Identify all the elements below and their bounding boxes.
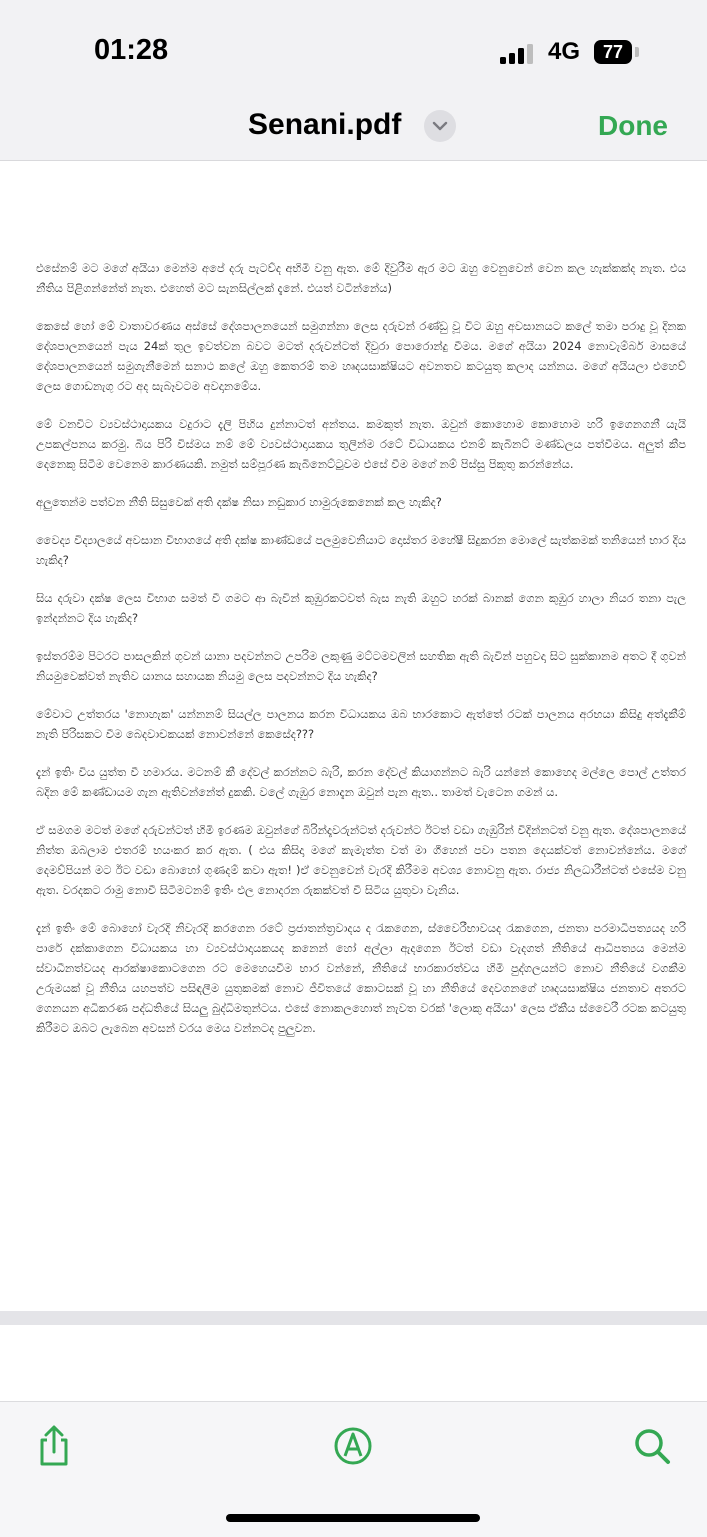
- markup-pen-icon: [333, 1424, 373, 1468]
- pdf-next-page[interactable]: [0, 1325, 707, 1401]
- paragraph: දැන් ඉතිං මේ බොහෝ වැරදි නිවැරදි කරගෙන රටේ ප්‍රජාතන්ත්‍රවාදය ද රැකගෙන, ස්වෛරීභාවයද රැකගෙන, ජනතා පරමාධිපත්‍යයද හරි පාරේ දක්කාගෙන විධායකය හා ව්‍යවස්ථාදායකයද කනෙන් හෝ අල්ලා ඇදගෙන ඊටත් වඩා වැදගත් නීතියේ ආධිපත්‍යය මෙන්ම ස්වාධීනත්වයද ආරක්ෂාකොටගෙන රට මෙහෙයවීම භාර වන්නේ, නීතියේ භාරකාරත්වය හිමි පුද්ගලයන්ට නොව නීතියේ වගකීම උරුමයක් වූ නීතිය යහපත්ව පසිඳලීම යුතුකමක් නොව ජීවිතයේ කොටසක් වූ හා නීතියේ දෙවගනගේ හෘදයසාක්ෂිය ජනතාව අතරට ගෙනයන අධිකරණ පද්ධතියේ සියලු බුද්ධිමතුන්ටය. එසේ නොකලහොත් නැවත වරක් 'ලොකු අයියා' ලෙස ඒකීය ස්වෛරී රටක කටයුතු කිරීමට ඔබට ලැබෙන අවසන් වරය මෙය වන්නටද පුලුවන.: [36, 921, 686, 1035]
- search-icon: [632, 1424, 672, 1468]
- share-button[interactable]: [34, 1424, 74, 1468]
- paragraph: ඒ සමගම මටත් මගේ දරුවන්ටත් හිමි ඉරණම ඔවුන්ගේ බිරින්දෑවරුන්ටත් දරුවන්ට ඊටත් වඩා ගැඹුරින් විදින්නටත් වනු ඇත. දේශපාලනයේ නිත්ත ඔබලාම එතරම් භයංකර කර ඇත. ( එය කිසිදා මගේ කැමැත්ත වත් මා ගීහෙන් පවා පතන දෙයක්වත් නොවන්නේය. මගේ දෙමව්පියන් මට ඊට වඩා බොහෝ ගුණදම් කවා ඇත! )ඒ වෙනුවෙන් වැරදි කිරීමම අවශ්‍ය නොවනු ඇත. රාජ්‍ය නිලධාරීන්ටත් එසේම වනු ඇත. වරදකට රාමු නොවී සිටීමටනම් ඉතිං එල නොදරන රුකක්වත් වී සිටිය යුතුවා වැනිය.: [36, 823, 686, 897]
- paragraph: දැන් ඉතිං විය යුත්ත වී හමාරය. මටනම් කී දේවල් කරන්නට බැරි, කරන දේවල් කියාගන්නට බැරි යන්නේ කොහෙද මල්ලෙ පොල් උත්තර බදින මේ කණ්ඩායම ගැන ඇතිවන්නේත් දුකකි. වලේ ගැඹුර නොදැන ඔවුන් පැන ඇත.. තාමත් වැටෙන ගමන් ය.: [36, 765, 686, 799]
- network-type: 4G: [548, 38, 581, 65]
- page-separator: [0, 1311, 707, 1325]
- chevron-down-icon[interactable]: [424, 110, 456, 142]
- cellular-signal-icon: [500, 42, 538, 64]
- status-time: 01:28: [94, 34, 169, 66]
- paragraph: වෛද්‍ය විද්‍යාලයේ අවසාන විභාගයේ අති දක්ෂ කාණ්ඩයේ පලමුවෙනියාට දොස්තර මහේෂී සිදුකරන මොලේ සැත්කමක් තනියෙන් භාර දිය හැකිද?: [36, 533, 686, 567]
- paragraph: මේ වනවිට ව්‍යවස්ථාදායකය වදුරාට දැලි පිහිය දුන්නාටත් අන්තය. කමකුත් නැත. ඔවුන් කොහොම කොහොම හරි ඉගෙනගනී යැයි උපකල්පනය කරමු. බිය පිරි විස්මය නම් මේ ව්‍යවස්ථාදායකය තුලින්ම රටේ විධායකය එනම් කැබිනට් මණ්ඩලය පත්වීමය. අලුත් කීප දෙනෙකු සිටීම වෙනෙම කාරණයකි. නමුත් සම්පූරණ කැබිනෙට්ටුවම එසේ වීම මගේ නම් පිස්සු පිකුතු කරන්නේය.: [36, 417, 686, 471]
- done-button[interactable]: Done: [598, 110, 668, 141]
- battery-tip: [635, 47, 639, 57]
- status-bar: [0, 0, 707, 100]
- paragraph: මේවාට උත්තරය 'නොහැක' යන්නනම් සියල්ල පාලනය කරන විධායකය ඔබ භාරකොට ඇත්තේ රටක් පාලනය අරභයා කිසිදු අත්දැකීම් නැති පිරිසකට වීම බෙදවාචකයක් නොවන්නේ කෙසේද???: [36, 707, 686, 741]
- battery-icon: 77: [594, 40, 632, 64]
- document-title[interactable]: Senani.pdf: [248, 108, 402, 141]
- home-indicator[interactable]: [226, 1514, 480, 1522]
- paragraph: අලුතෙන්ම පත්වන නීති සිසුවෙක් අති දක්ෂ නිසා නඩුකාර හාමුරුකෙනෙක් කල හැකිද?: [36, 495, 442, 509]
- search-button[interactable]: [632, 1424, 672, 1468]
- paragraph: ඉස්තරම්ම පිටරට පාසලකින් ගුවන් යානා පදවන්නට උපරිම ලකුණු මට්ටමවලින් සහතික ඇති බැවින් පහුවදා සිට සුක්කානම අතට දී ගුවන් නියමුවෙක්වත් නැතිව යානය සහායක නියමු ලෙස පදවන්නට දිය හැකිද?: [36, 649, 686, 683]
- share-icon: [34, 1424, 74, 1468]
- paragraph: එසේනම් මට මගේ අයියා මෙන්ම අපේ දරු පැටව්ද අභිමි වනු ඇත. මේ දිවුරීම ඇර මට ඔහු වෙනුවෙන් වෙන කල හැක්කක්ද නැත. එය නීතිය පිළිගන්නේත් නැත. එහෙත් මට සැනසිල්ලක් දැනේ. එයත් වටින්නේය): [36, 261, 686, 295]
- paragraph: සිය දරුවා දක්ෂ ලෙස විභාග සමත් වී ගමට ආ බැවින් කුඹුරකටවත් බැස නැති ඔහුට හරක් බානක් ගෙන කුඹුර හාලා නියර තනා පැල ඉන්දන්නට දිය හැකිද?: [36, 591, 686, 625]
- document-text: [36, 258, 686, 1056]
- paragraph: කෙසේ හෝ මේ වාතාවරණය අස්සේ දේශපාලනයෙන් සමුගන්නා ලෙස දරුවන් රණ්ඩු වූ විට ඔහු අවසානයට කලේ තමා පරාදු වූ දිනක දේශපාලනයෙන් පැය 24ක් තුල ඉවත්වන බවට මටත් දරුවන්ටත් දිවුරා පොරොන්දු වීමය. මගේ අයියා 2024 නොවැම්බර් මාසයේ දේශපාලනයෙන් සමුගැනීමෙන් සනාථ කලේ ඔහු කෙතරම් තම හෘදයසාක්ෂියට අවනතව කටයුතු කලාද යන්නය. මගේ අයියලා එහෙව් ලෙස ගොඩනැගු රට අද සැබෑවටම අවදානමේය.: [36, 319, 686, 393]
- markup-button[interactable]: [333, 1424, 373, 1468]
